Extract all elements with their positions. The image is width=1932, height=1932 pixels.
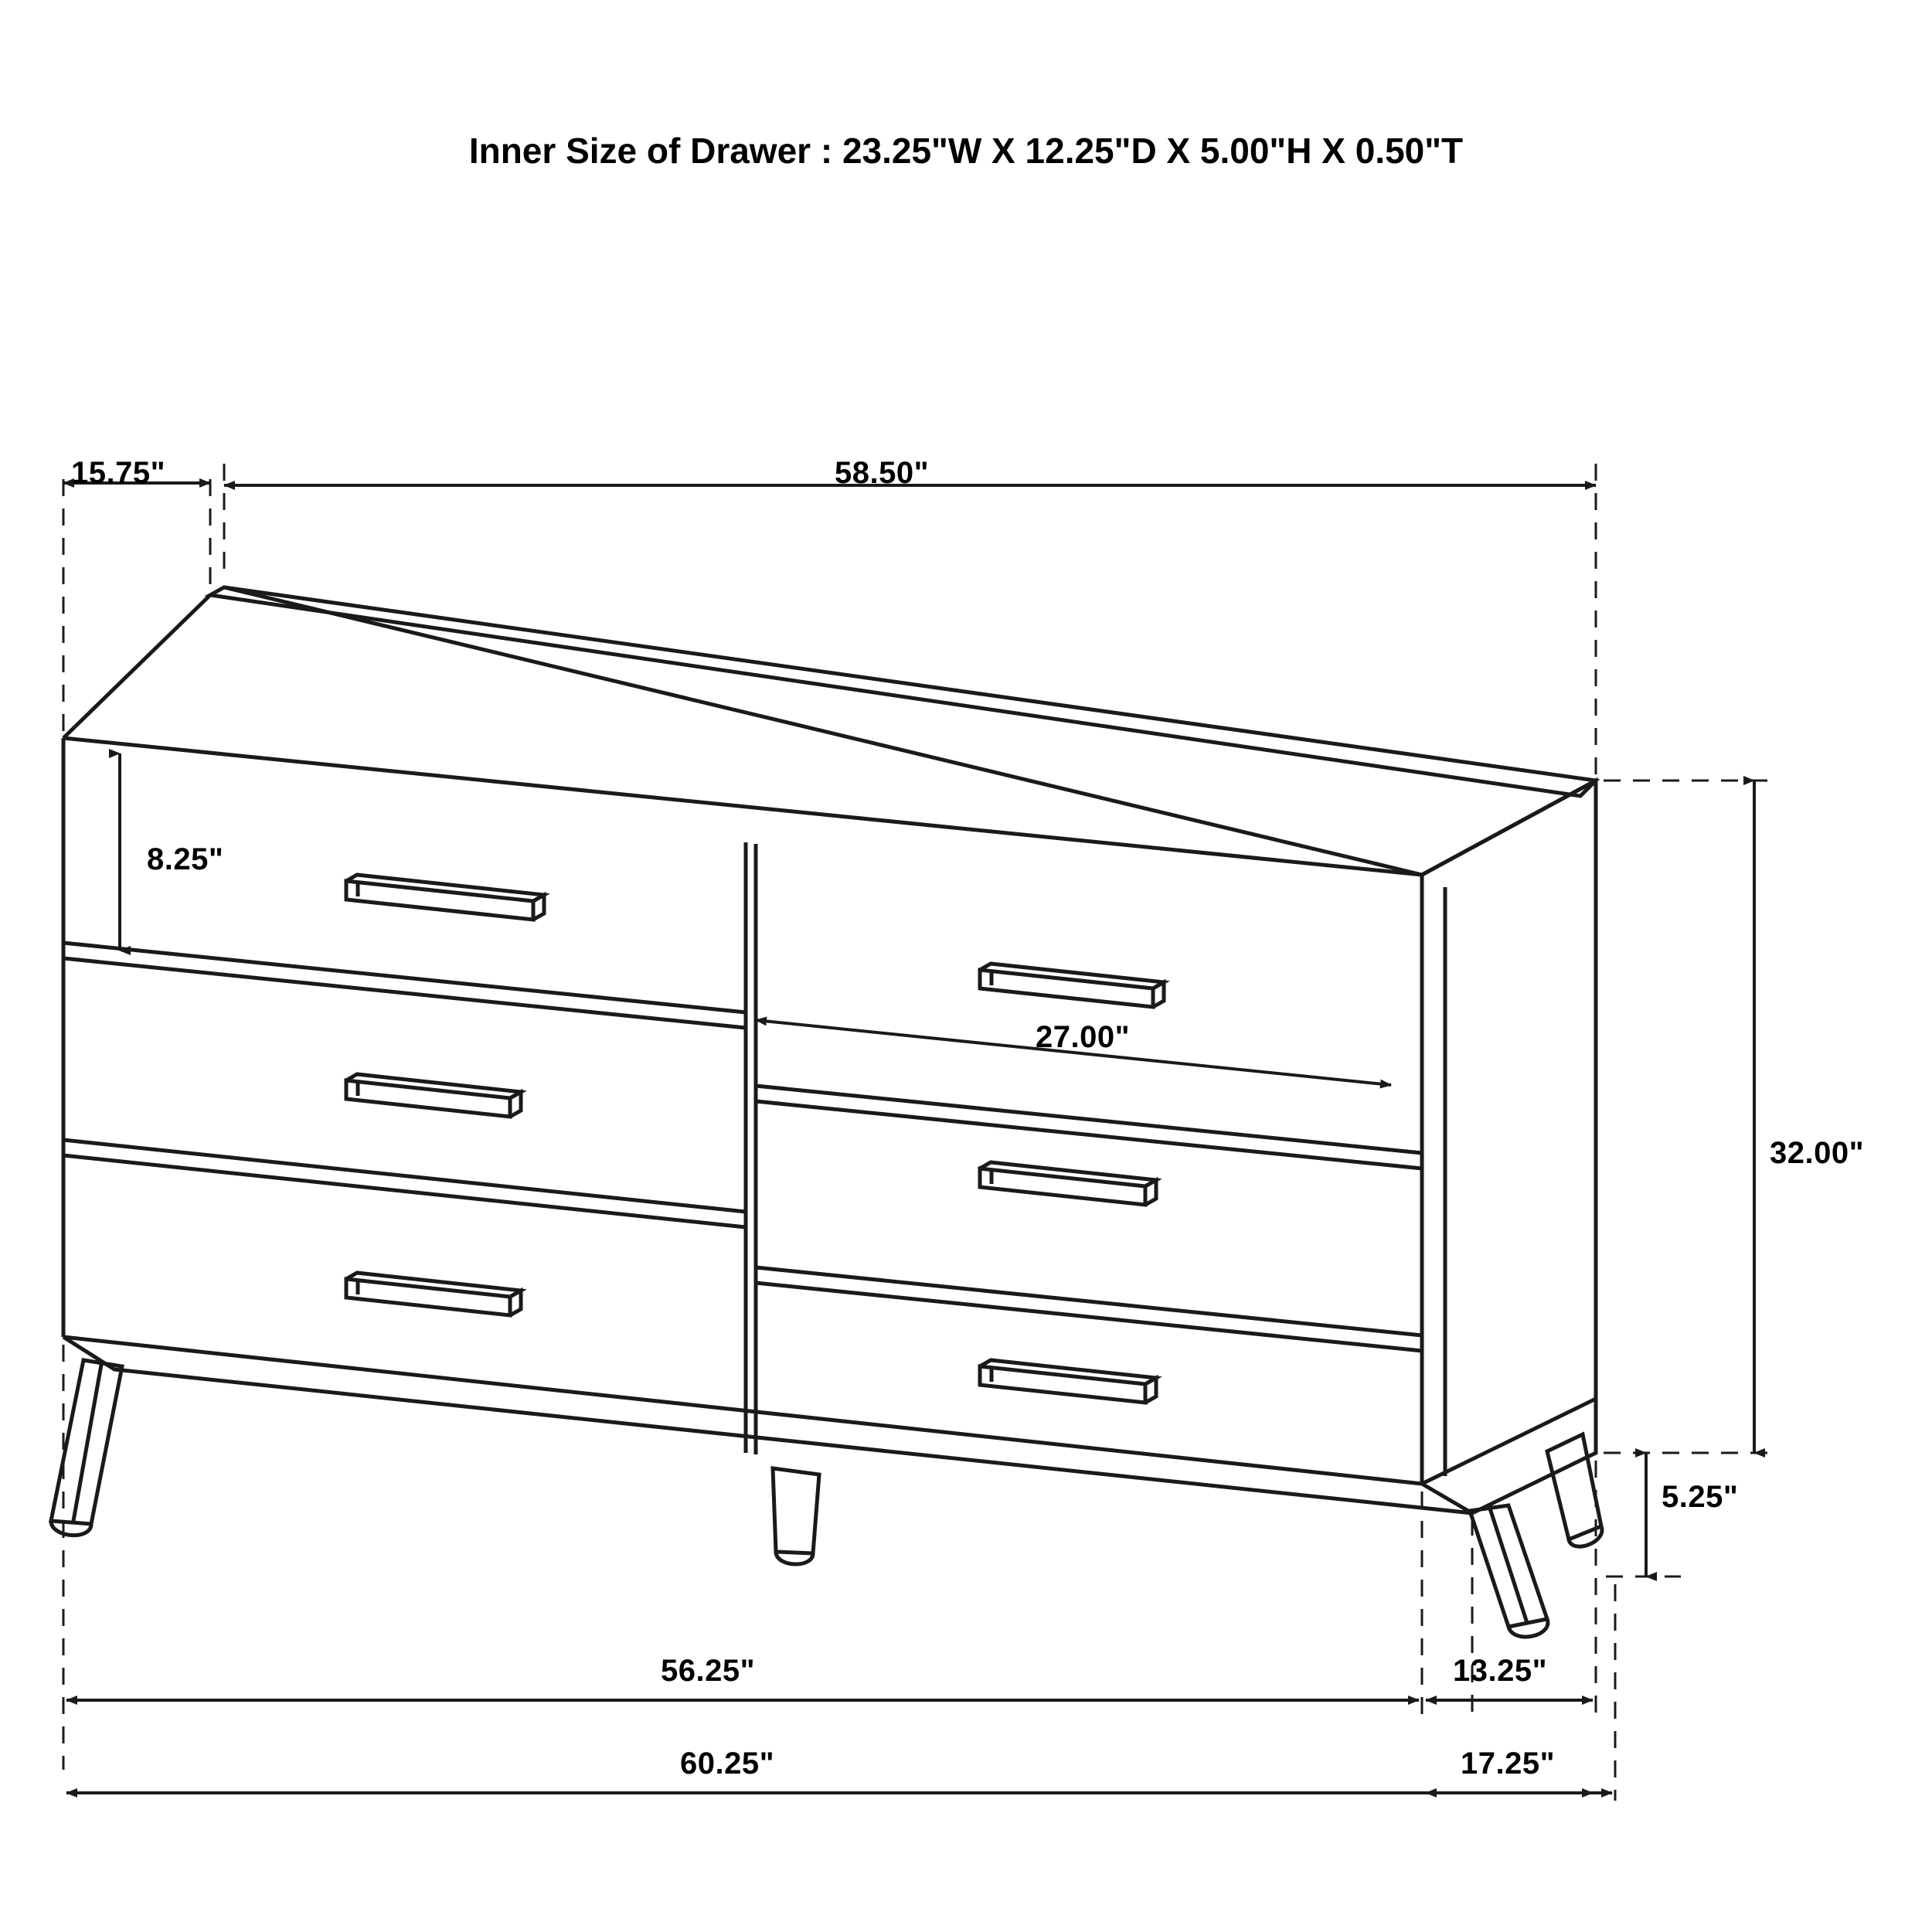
dimension-label-top-depth: 15.75"	[71, 456, 166, 490]
dimension-label-case-depth: 13.25"	[1453, 1654, 1548, 1688]
front-top-edge	[63, 738, 1422, 875]
page-title: Inner Size of Drawer : 23.25"W X 12.25"D X 5.00"H X 0.50"T	[468, 131, 1464, 171]
right-side-panel	[1422, 781, 1596, 1484]
case-top-left-bevel	[63, 595, 210, 738]
left-drawer-1-gap	[63, 958, 746, 1028]
left-drawer-1-bottom	[63, 943, 746, 1012]
handle-right-1	[980, 964, 1164, 1007]
dimension-label-drawer-front-width: 27.00"	[1036, 1020, 1131, 1054]
front-bottom-edge	[63, 1337, 1422, 1484]
right-drawer-2-gap	[756, 1283, 1422, 1351]
dimension-label-leg-height: 5.25"	[1662, 1480, 1739, 1514]
leg-rear-right	[1547, 1434, 1602, 1546]
leg-front-right	[1470, 1505, 1548, 1637]
extension-lines	[63, 464, 1770, 1801]
top-panel-edge	[210, 587, 1596, 796]
dimension-label-top-width: 58.50"	[835, 456, 930, 490]
handle-right-3	[980, 1360, 1156, 1403]
dimension-label-overall-depth: 17.25"	[1461, 1747, 1556, 1781]
leg-center-rear	[773, 1468, 819, 1564]
dimension-label-overall-height: 32.00"	[1770, 1136, 1865, 1170]
left-drawer-2-gap	[63, 1155, 746, 1227]
dimension-arrows	[63, 483, 1754, 1793]
handle-right-2	[980, 1162, 1156, 1205]
leg-front-left	[51, 1360, 122, 1536]
dimension-label-drawer-front-height: 8.25"	[147, 842, 224, 876]
right-drawer-1-bottom	[756, 1086, 1422, 1153]
right-drawer-2-bottom	[756, 1267, 1422, 1335]
dimension-label-overall-width: 60.25"	[680, 1747, 775, 1781]
bottom-rail-right	[1472, 1399, 1596, 1513]
dimension-label-case-width: 56.25"	[661, 1654, 756, 1688]
handle-left-3	[346, 1273, 521, 1315]
left-drawer-2-bottom	[63, 1140, 746, 1212]
top-panel-surface	[224, 587, 1596, 875]
bottom-rail	[63, 1337, 1472, 1513]
right-drawer-1-gap	[756, 1101, 1422, 1168]
handle-left-2	[346, 1074, 521, 1117]
handle-left-1	[346, 875, 544, 920]
